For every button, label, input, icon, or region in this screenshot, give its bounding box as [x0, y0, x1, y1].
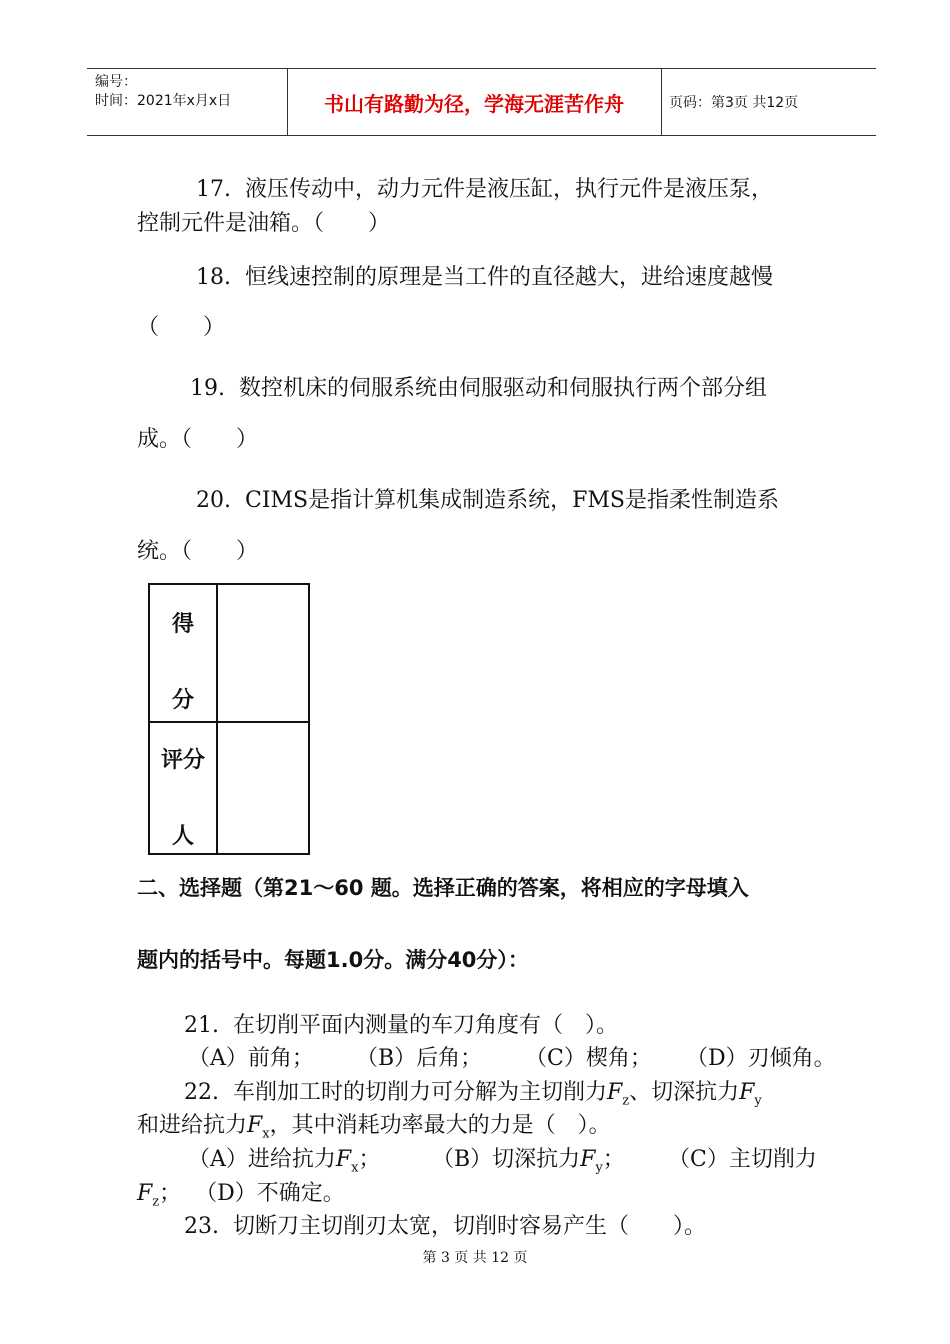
q22-option-b: [432, 1142, 625, 1175]
header-page-code: 页码：第3页 共12页: [669, 95, 799, 111]
question-number: 20.: [196, 488, 231, 513]
question-text: 和进给抗力: [137, 1113, 248, 1138]
score-label-bottom: 分: [171, 688, 194, 713]
question-20: [196, 483, 779, 514]
header-number-label: 编号：: [95, 74, 137, 90]
header-divider-right: [661, 69, 662, 135]
page-header: [87, 68, 876, 136]
q21-option-c: （C）楔角；: [525, 1046, 652, 1071]
force-subscript: y: [754, 1093, 762, 1109]
question-19-cont: 成。（ ）: [137, 427, 259, 452]
section-title-line1: 二、选择题（第21～60 题。选择正确的答案，将相应的字母填入: [137, 876, 749, 900]
force-symbol: F: [739, 1080, 755, 1105]
question-text: CIMS是指计算机集成制造系统，FMS是指柔性制造系: [245, 488, 779, 513]
force-symbol: F: [247, 1113, 263, 1138]
question-23: [184, 1209, 706, 1240]
page-footer: 第 3 页 共 12 页: [422, 1250, 528, 1266]
question-number: 18.: [196, 265, 231, 290]
score-box: [148, 583, 310, 855]
question-number: 19.: [190, 376, 225, 401]
question-number: 23.: [184, 1214, 219, 1239]
force-symbol: F: [580, 1147, 596, 1172]
q22-option-d: （D）不确定。: [195, 1181, 345, 1206]
section-title-line2: 题内的括号中。每题1.0分。满分40分）：: [137, 948, 529, 972]
question-number: 17.: [196, 177, 231, 202]
q22-option-c-cont: [137, 1176, 345, 1209]
question-17-cont: 控制元件是油箱。（ ）: [137, 211, 391, 236]
option-separator: ；: [358, 1147, 381, 1172]
question-text: ，其中消耗功率最大的力是（ ）。: [269, 1113, 611, 1138]
option-text: （B）切深抗力: [432, 1147, 581, 1172]
header-meta: [95, 73, 231, 111]
q21-option-d: （D）刃倾角。: [686, 1046, 836, 1071]
option-separator: ；: [602, 1147, 625, 1172]
question-17: [196, 172, 773, 203]
force-subscript: x: [262, 1126, 270, 1142]
q22-option-a: [188, 1142, 381, 1175]
question-text: 、切深抗力: [629, 1080, 740, 1105]
question-number: 21.: [184, 1013, 219, 1038]
header-time-label: 时间：2021年x月x日: [95, 93, 232, 109]
q21-option-a: （A）前角；: [188, 1046, 314, 1071]
force-subscript: x: [351, 1160, 359, 1176]
option-separator: ；: [159, 1181, 182, 1206]
question-18-cont: （ ）: [137, 315, 226, 340]
force-subscript: z: [622, 1093, 630, 1109]
question-text: 数控机床的伺服系统由伺服驱动和伺服执行两个部分组: [239, 376, 768, 401]
option-text: （A）进给抗力: [188, 1147, 336, 1172]
force-symbol: F: [335, 1147, 352, 1172]
force-symbol: F: [607, 1080, 623, 1105]
question-text: 恒线速控制的原理是当工件的直径越大，进给速度越慢: [245, 265, 774, 290]
question-22-cont: [137, 1108, 611, 1141]
q21-option-b: （B）后角；: [356, 1046, 483, 1071]
grader-input-cell[interactable]: [218, 723, 308, 853]
question-18: [196, 260, 773, 291]
question-text: 液压传动中，动力元件是液压缸，执行元件是液压泵，: [245, 177, 774, 202]
score-input-cell[interactable]: [218, 585, 308, 719]
question-number: 22.: [184, 1080, 219, 1105]
header-motto: 书山有路勤为径，学海无涯苦作舟: [324, 91, 624, 116]
question-text: 在切削平面内测量的车刀角度有（ ）。: [233, 1013, 619, 1038]
force-subscript: y: [595, 1160, 603, 1176]
grader-label-bottom: 人: [171, 824, 194, 849]
question-text: 切断刀主切削刃太宽，切削时容易产生（ ）。: [233, 1214, 707, 1239]
question-21: [184, 1008, 618, 1039]
score-label-top: 得: [171, 612, 194, 637]
force-subscript: z: [152, 1194, 160, 1210]
question-20-cont: 统。（ ）: [137, 539, 259, 564]
force-symbol: F: [137, 1181, 153, 1206]
question-19: [190, 371, 767, 402]
question-22: [184, 1075, 762, 1108]
question-text: 车削加工时的切削力可分解为主切削力: [233, 1080, 608, 1105]
grader-label-top: 评分: [160, 748, 205, 773]
q22-option-c: （C）主切削力: [668, 1147, 817, 1172]
